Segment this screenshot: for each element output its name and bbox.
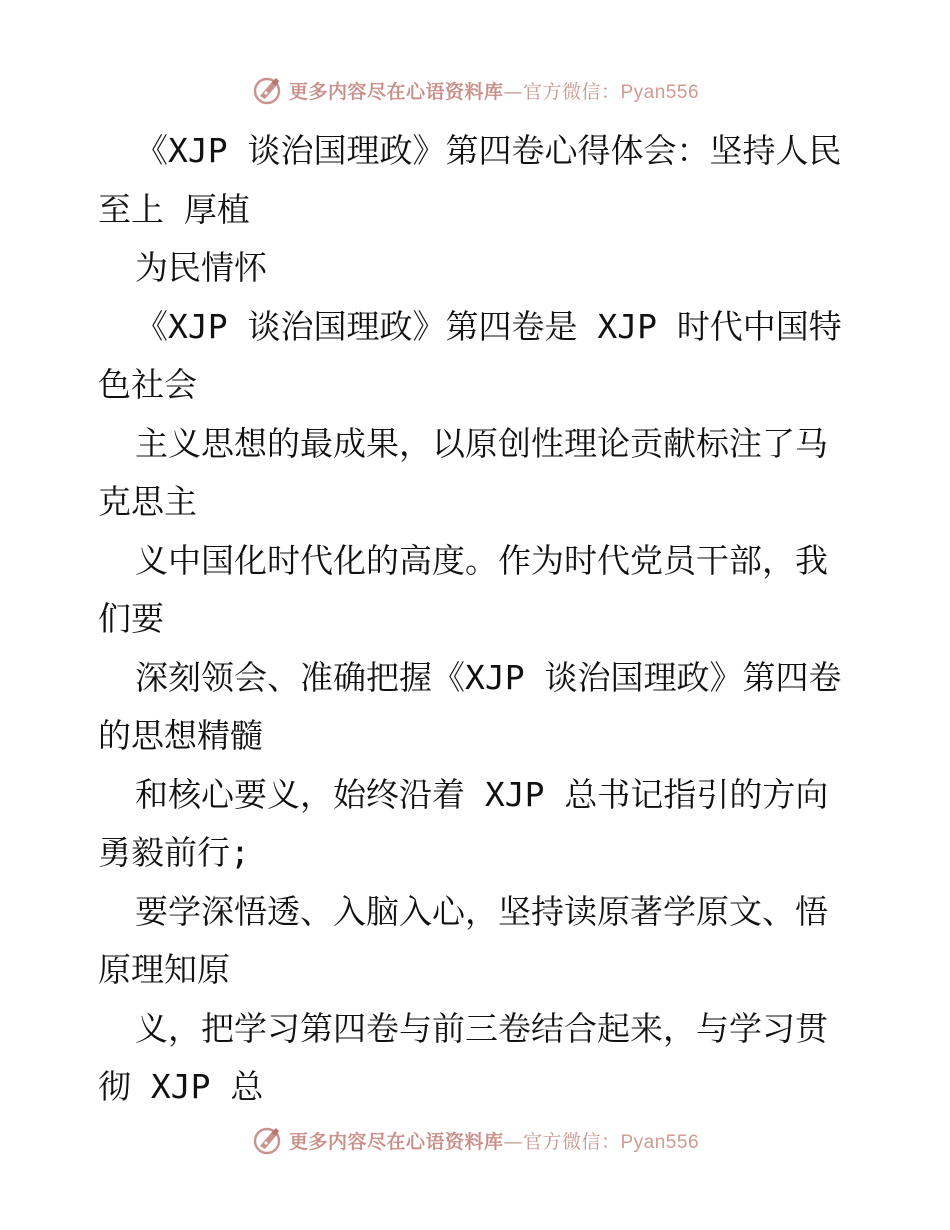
text-line: 们要: [98, 599, 164, 638]
text-line: 要学深悟透、入脑入心，坚持读原著学原文、悟: [135, 891, 828, 931]
watermark-contact: 官方微信：: [522, 1130, 621, 1153]
text-line: 色社会: [98, 365, 197, 404]
text-line: 至上 厚植: [98, 189, 250, 229]
text-line: 原理知原: [98, 950, 230, 989]
watermark-contact: 官方微信：: [522, 80, 621, 103]
header-watermark: [0, 70, 950, 110]
text-line: 《XJP 谈治国理政》第四卷是 XJP 时代中国特: [135, 306, 842, 346]
text-line: 义，把学习第四卷与前三卷结合起来，与学习贯: [135, 1008, 828, 1048]
text-line: 义中国化时代化的高度。作为时代党员干部，我: [135, 540, 828, 580]
text-line: 主义思想的最成果，以原创性理论贡献标注了马: [135, 423, 828, 463]
text-line: 为民情怀: [135, 248, 267, 287]
watermark-brand: 更多内容尽在心语资料库: [288, 1130, 504, 1153]
watermark-separator: —: [503, 80, 523, 103]
watermark-wechat-id: Pyan556: [620, 1131, 700, 1153]
watermark-wechat-id: Pyan556: [620, 81, 700, 103]
text-line: 勇毅前行;: [98, 833, 250, 872]
text-line: 和核心要义，始终沿着 XJP 总书记指引的方向: [135, 774, 829, 814]
watermark-text: [289, 77, 699, 104]
text-line: 彻 XJP 总: [98, 1067, 264, 1106]
footer-watermark: [0, 1120, 950, 1160]
pen-nib-logo-icon: [251, 74, 283, 106]
pen-nib-logo-icon: [251, 1124, 283, 1156]
watermark-separator: —: [503, 1130, 523, 1153]
document-body: [98, 122, 858, 1117]
text-line: 克思主: [98, 482, 197, 521]
text-line: 深刻领会、准确把握《XJP 谈治国理政》第四卷: [135, 657, 842, 697]
watermark-text: [289, 1127, 699, 1154]
text-line: 的思想精髓: [98, 716, 263, 755]
watermark-brand: 更多内容尽在心语资料库: [288, 80, 504, 103]
text-line: 《XJP 谈治国理政》第四卷心得体会：坚持人民: [135, 131, 842, 170]
